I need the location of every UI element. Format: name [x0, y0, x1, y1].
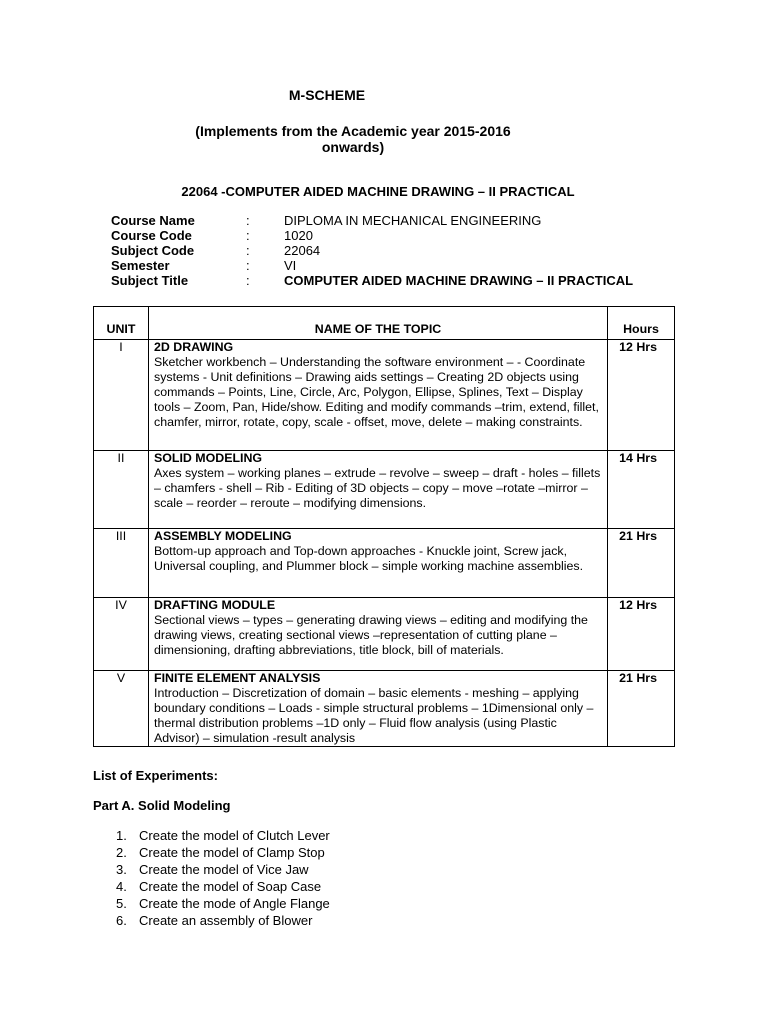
course-info-separator: : — [246, 258, 250, 273]
list-item-number: 2. — [116, 845, 127, 860]
course-info-separator: : — [246, 243, 250, 258]
unit-header: UNIT — [94, 307, 149, 340]
list-item-text: Create the model of Clamp Stop — [139, 845, 325, 860]
list-item-text: Create the mode of Angle Flange — [139, 896, 330, 911]
course-info-key: Semester — [111, 258, 170, 273]
hours-cell: 12 Hrs — [608, 340, 675, 451]
topic-cell — [149, 340, 608, 451]
table-row — [94, 340, 675, 451]
table-row — [94, 598, 675, 671]
list-item — [93, 878, 330, 895]
hours-header: Hours — [608, 307, 675, 340]
topic-cell — [149, 671, 608, 747]
list-item — [93, 827, 330, 844]
list-item-number: 4. — [116, 879, 127, 894]
table-header-row — [94, 307, 675, 340]
list-item — [93, 861, 330, 878]
syllabus-table — [93, 306, 675, 747]
course-info-separator: : — [246, 273, 250, 288]
hours-cell: 21 Hrs — [608, 529, 675, 598]
unit-cell: III — [94, 529, 149, 598]
implements-note — [0, 123, 706, 155]
topic-body: Bottom-up approach and Top-down approaches - Knuckle joint, Screw jack, Universal coupling, and Plummer block – simple working machine assemblies. — [154, 544, 584, 573]
unit-cell: V — [94, 671, 149, 747]
topic-body: Axes system – working planes – extrude – revolve – sweep – draft - holes – fillets – chamfers - shell – Rib - Editing of 3D objects – copy – move –rotate –mirror –scale – reorder – reroute – modifying dimensions. — [154, 466, 601, 510]
implements-line-2: onwards) — [321, 139, 385, 155]
course-info-separator: : — [246, 213, 250, 228]
hours-cell: 12 Hrs — [608, 598, 675, 671]
course-info-value: DIPLOMA IN MECHANICAL ENGINEERING — [284, 213, 542, 228]
topic-body: Introduction – Discretization of domain – basic elements - meshing – applying boundary conditions – Loads - simple structural problems – 1Dimensional only – thermal distribution problems –1D only – Fluid flow analysis (using Plastic Advisor) – simulation -result analysis — [154, 686, 594, 745]
course-info-value: 1020 — [284, 228, 313, 243]
topic-header: NAME OF THE TOPIC — [149, 307, 608, 340]
list-item-text: Create the model of Clutch Lever — [139, 828, 330, 843]
course-info-key: Subject Title — [111, 273, 189, 288]
list-item — [93, 844, 330, 861]
topic-title: 2D DRAWING — [154, 340, 234, 354]
unit-cell: I — [94, 340, 149, 451]
part-heading: Part A. Solid Modeling — [93, 798, 231, 813]
hours-cell: 14 Hrs — [608, 451, 675, 529]
list-item-number: 6. — [116, 913, 127, 928]
unit-cell: IV — [94, 598, 149, 671]
course-info-value: 22064 — [284, 243, 321, 258]
course-title: 22064 -COMPUTER AIDED MACHINE DRAWING – II PRACTICAL — [181, 184, 575, 199]
list-item-text: Create the model of Soap Case — [139, 879, 322, 894]
topic-title: ASSEMBLY MODELING — [154, 529, 292, 543]
scheme-title: M-SCHEME — [288, 87, 366, 103]
topic-title: SOLID MODELING — [154, 451, 263, 465]
implements-line-1: (Implements from the Academic year 2015-2016 — [195, 123, 511, 139]
experiments-heading: List of Experiments: — [93, 768, 218, 783]
topic-title: FINITE ELEMENT ANALYSIS — [154, 671, 321, 685]
table-row — [94, 671, 675, 747]
list-item-number: 1. — [116, 828, 127, 843]
topic-cell — [149, 529, 608, 598]
hours-cell: 21 Hrs — [608, 671, 675, 747]
table-row — [94, 529, 675, 598]
topic-body: Sketcher workbench – Understanding the software environment – - Coordinate systems - Unit definitions – Drawing aids settings – Creating 2D objects using commands – Points, Line, Circle, Arc, Polygon, Ellipse, Splines, Text – Display tools – Zoom, Pan, Hide/show. Editing and modify commands –trim, extend, fillet, chamfer, mirror, rotate, copy, scale - offset, move, delete – making constraints. — [154, 355, 599, 429]
topic-title: DRAFTING MODULE — [154, 598, 276, 612]
course-info-value: COMPUTER AIDED MACHINE DRAWING – II PRACTICAL — [284, 273, 634, 288]
experiments-list — [93, 827, 330, 929]
topic-cell — [149, 598, 608, 671]
list-item — [93, 895, 330, 912]
list-item — [93, 912, 330, 929]
list-item-number: 5. — [116, 896, 127, 911]
list-item-text: Create the model of Vice Jaw — [139, 862, 309, 877]
unit-cell: II — [94, 451, 149, 529]
table-row — [94, 451, 675, 529]
course-info-key: Course Name — [111, 213, 195, 228]
list-item-text: Create an assembly of Blower — [139, 913, 313, 928]
course-info-separator: : — [246, 228, 250, 243]
list-item-number: 3. — [116, 862, 127, 877]
topic-cell — [149, 451, 608, 529]
course-info-value: VI — [284, 258, 297, 273]
course-info-key: Subject Code — [111, 243, 195, 258]
course-info-key: Course Code — [111, 228, 192, 243]
topic-body: Sectional views – types – generating drawing views – editing and modifying the drawing views, creating sectional views –representation of cutting plane – dimensioning, drafting abbreviations, title block, bill of materials. — [154, 613, 588, 657]
